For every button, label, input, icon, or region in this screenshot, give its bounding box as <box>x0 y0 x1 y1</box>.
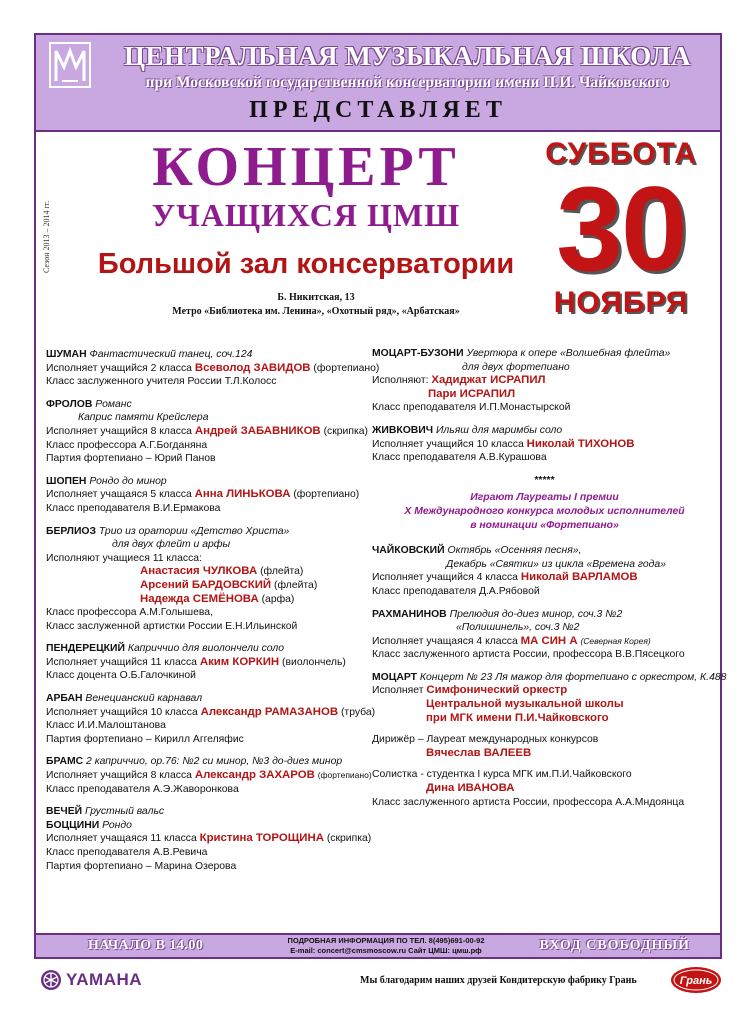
work: Прелюдия до-диез минор, соч.3 №2 <box>449 608 623 620</box>
teacher: Класс профессора А.Г.Богданяна <box>46 439 208 451</box>
address-line: Б. Никитская, 13 <box>277 292 355 303</box>
soloist: Дина ИВАНОВА <box>426 782 515 795</box>
program-left <box>46 348 380 882</box>
yamaha-logo <box>40 968 142 992</box>
work: Ильяш для маримбы соло <box>435 424 563 436</box>
performer: Александр ЗАХАРОВ <box>194 769 315 782</box>
work: Романс <box>95 398 132 410</box>
laureates-line: Играют Лауреаты I премии <box>470 492 619 504</box>
teacher: Класс преподавателя В.И.Ермакова <box>46 502 221 514</box>
gran-wordmark: Грань <box>679 975 713 987</box>
program-item-brahms <box>46 755 372 796</box>
contact-info <box>276 936 496 956</box>
performer: Аким КОРКИН <box>199 655 280 668</box>
performer: Андрей ЗАБАВНИКОВ <box>194 424 321 437</box>
soloist-intro: Солистка - студентка I курса МГК им.П.И.Чайковского <box>372 769 632 781</box>
email-line: E-mail: concert@cmsmoscow.ru Сайт ЦМШ: цмш.рф <box>290 946 482 955</box>
school-subtitle: при Московской государственной консерватории имени П.И. Чайковского <box>145 74 670 91</box>
work-second: для двух флейт и арфы <box>112 539 231 551</box>
header-band <box>36 35 720 132</box>
country: (Северная Корея) <box>580 635 651 646</box>
yamaha-wordmark: YAMAHA <box>66 970 143 989</box>
program-item-berlioz <box>46 525 366 634</box>
start-time: НАЧАЛО В 14.00 <box>88 938 204 953</box>
program-right <box>372 347 727 818</box>
free-entry: ВХОД СВОБОДНЫЙ <box>539 938 690 953</box>
orchestra: Симфонический оркестр <box>426 684 568 697</box>
footer-band <box>36 933 720 957</box>
date-month: НОЯБРЯ <box>553 286 689 319</box>
work: Увертюра к опере «Волшебная флейта» <box>466 348 671 359</box>
program-item-chopin <box>46 475 366 516</box>
teacher: Класс профессора А.М.Голышева, <box>46 607 213 619</box>
conductor: Вячеслав ВАЛЕЕВ <box>426 746 532 759</box>
orchestra: при МГК имени П.И.Чайковского <box>426 711 609 724</box>
program-item-schumann <box>46 348 380 389</box>
poster-frame <box>34 33 727 959</box>
performer: Пари ИСРАПИЛ <box>428 387 516 400</box>
school-logo-icon <box>48 41 92 89</box>
performer: Анна ЛИНЬКОВА <box>194 488 291 501</box>
date-number: 30 <box>556 162 686 296</box>
teacher: Класс преподавателя А.В.Курашова <box>372 452 547 464</box>
laureates-line: в номинации «Фортепиано» <box>470 519 619 531</box>
instrument: (флейта) <box>260 566 304 578</box>
composer: ВЕЧЕЙ <box>46 806 83 818</box>
composer: ПЕНДЕРЕЦКИЙ <box>46 643 125 655</box>
work-second: Каприс памяти Крейслера <box>78 412 209 424</box>
work-second: для двух фортепиано <box>462 361 570 373</box>
performer-intro: Исполняет учащийся 8 класса <box>46 770 192 782</box>
piano-part: Партия фортепиано – Юрий Панов <box>46 453 216 465</box>
performer: Всеволод ЗАВИДОВ <box>194 361 311 374</box>
program-item-vecey <box>46 805 372 873</box>
performer-intro: Исполняют: <box>372 375 429 387</box>
instrument: (флейта) <box>273 579 318 591</box>
presents-text: ПРЕДСТАВЛЯЕТ <box>249 97 507 123</box>
phone-line: ПОДРОБНАЯ ИНФОРМАЦИЯ ПО ТЕЛ. 8(495)691-00-92 <box>287 936 485 945</box>
work: Рондо до минор <box>89 475 167 487</box>
work-second: Рондо <box>102 819 132 831</box>
teacher: Класс заслуженного артиста России, профессора А.А.Мндоянца <box>372 796 685 808</box>
separator: ***** <box>534 474 555 486</box>
instrument: (труба) <box>340 706 376 718</box>
performer-intro: Исполняет учащийся 11 класса <box>46 656 197 668</box>
orchestra: Центральной музыкальной школы <box>426 698 624 711</box>
school-name: ЦЕНТРАЛЬНАЯ МУЗЫКАЛЬНАЯ ШКОЛА <box>123 41 692 71</box>
concert-subtitle: УЧАЩИХСЯ ЦМШ <box>151 197 461 233</box>
composer: ФРОЛОВ <box>46 398 93 410</box>
composer: ШУМАН <box>46 349 87 360</box>
program-item-mozart-busoni <box>372 347 717 415</box>
metro-line: Метро «Библиотека им. Ленина», «Охотный ряд», «Арбатская» <box>172 306 460 317</box>
performer: Анастасия ЧУЛКОВА <box>140 565 258 578</box>
performer-intro: Исполняет учащаяся 4 класса <box>372 635 518 647</box>
instrument: (фортепиано) <box>317 770 372 781</box>
composer-second: БОЦЦИНИ <box>46 819 100 831</box>
instrument: (скрипка) <box>326 833 372 845</box>
program-item-tchaikovsky <box>372 544 717 598</box>
performer: Николай ТИХОНОВ <box>526 437 635 450</box>
work: Каприччио для виолончели соло <box>127 643 284 655</box>
composer: РАХМАНИНОВ <box>372 608 447 620</box>
work: Венецианский карнавал <box>85 693 203 705</box>
work: Грустный вальс <box>85 806 165 818</box>
performer-intro: Исполняет учащийся 10 класса <box>46 706 198 718</box>
composer: МОЦАРТ <box>372 671 417 683</box>
conductor-intro: Дирижёр – Лауреат международных конкурсов <box>372 734 599 746</box>
laureates-line: X Международного конкурса молодых исполнителей <box>404 505 685 517</box>
composer: АРБАН <box>46 693 83 705</box>
work: Трио из оратории «Детство Христа» <box>98 525 290 537</box>
performer: Надежда СЕМЁНОВА <box>140 592 259 605</box>
performer: МА СИН А <box>520 634 578 647</box>
teacher: Класс преподавателя И.П.Монастырской <box>372 402 571 414</box>
performer-intro: Исполняет учащаяся 11 класса <box>46 833 197 845</box>
program-item-arban <box>46 692 376 746</box>
performer: Арсений БАРДОВСКИЙ <box>140 578 272 591</box>
teacher: Класс доцента О.Б.Галочкиной <box>46 670 196 682</box>
gran-logo-icon <box>670 964 722 994</box>
piano-part: Партия фортепиано – Марина Озерова <box>46 860 237 872</box>
performer: Николай ВАРЛАМОВ <box>520 571 638 584</box>
work: 2 каприччио, ор.76: №2 си минор, №3 до-диез минор <box>86 756 343 768</box>
season-label: Сезон 2013 – 2014 гг. <box>42 200 51 273</box>
performer: Кристина ТОРОЩИНА <box>199 832 324 845</box>
venue-name: Большой зал консерватории <box>97 248 515 280</box>
teacher-second: Класс заслуженной артистки России Е.Н.Ильинской <box>46 620 298 632</box>
date-day: СУББОТА <box>545 137 697 170</box>
work: Концерт № 23 Ля мажор для фортепиано с оркестром, К.488 <box>419 671 727 683</box>
composer: ЧАЙКОВСКИЙ <box>372 545 445 557</box>
performer: Александр РАМАЗАНОВ <box>200 705 339 718</box>
program-item-penderecki <box>46 642 366 683</box>
performer-intro: Исполняет учащийся 2 класса <box>46 362 192 374</box>
work-second: «Полишинель», соч.3 №2 <box>456 622 580 634</box>
instrument: (виолончель) <box>282 656 346 668</box>
performer-intro: Исполняет учащаяся 5 класса <box>46 489 192 501</box>
teacher: Класс преподавателя А.В.Ревича <box>46 847 208 858</box>
venue-address <box>136 291 496 319</box>
instrument: (арфа) <box>261 593 295 605</box>
laureates-note <box>372 491 717 532</box>
instrument: (фортепиано) <box>313 362 380 374</box>
performer-intro: Исполняет учащийся 4 класса <box>372 572 518 584</box>
composer: МОЦАРТ-БУЗОНИ <box>372 348 464 359</box>
teacher: Класс преподавателя Д.А.Рябовой <box>372 585 540 597</box>
work: Фантастический танец, соч.124 <box>89 349 253 360</box>
instrument: (скрипка) <box>323 425 368 437</box>
composer: БРАМС <box>46 756 84 768</box>
teacher: Класс преподавателя А.Э.Жаворонкова <box>46 783 239 795</box>
teacher: Класс заслуженного учителя России Т.Л.Колосс <box>46 376 277 388</box>
thanks-text: Мы благодарим наших друзей Кондитерскую фабрику Грань <box>360 975 637 986</box>
performer-intro: Исполняет <box>372 685 424 697</box>
program-item-zhivkovich <box>372 424 717 465</box>
performer-intro: Исполняют учащиеся 11 класса: <box>46 552 202 564</box>
program-item-mozart <box>372 671 727 809</box>
piano-part: Партия фортепиано – Кирилл Аггеляфис <box>46 733 244 745</box>
composer: ЖИВКОВИЧ <box>372 424 434 436</box>
teacher: Класс заслуженного артиста России, профессора В.В.Пясецкого <box>372 649 685 661</box>
yamaha-tuning-forks-icon <box>40 969 62 991</box>
composer: БЕРЛИОЗ <box>46 525 97 537</box>
work-second: Декабрь «Святки» из цикла «Времена года» <box>446 558 666 570</box>
instrument: (фортепиано) <box>293 489 360 501</box>
performer-intro: Исполняет учащийся 10 класса <box>372 438 524 450</box>
work: Октябрь «Осенняя песня», <box>447 545 582 557</box>
composer: ШОПЕН <box>46 475 87 487</box>
performer-intro: Исполняет учащийся 8 класса <box>46 425 192 437</box>
teacher: Класс И.И.Малоштанова <box>46 720 166 732</box>
performer: Хадиджат ИСРАПИЛ <box>431 374 546 387</box>
concert-title: КОНЦЕРТ <box>152 136 460 198</box>
program-item-frolov <box>46 398 366 466</box>
program-item-rachmaninov <box>372 608 717 662</box>
